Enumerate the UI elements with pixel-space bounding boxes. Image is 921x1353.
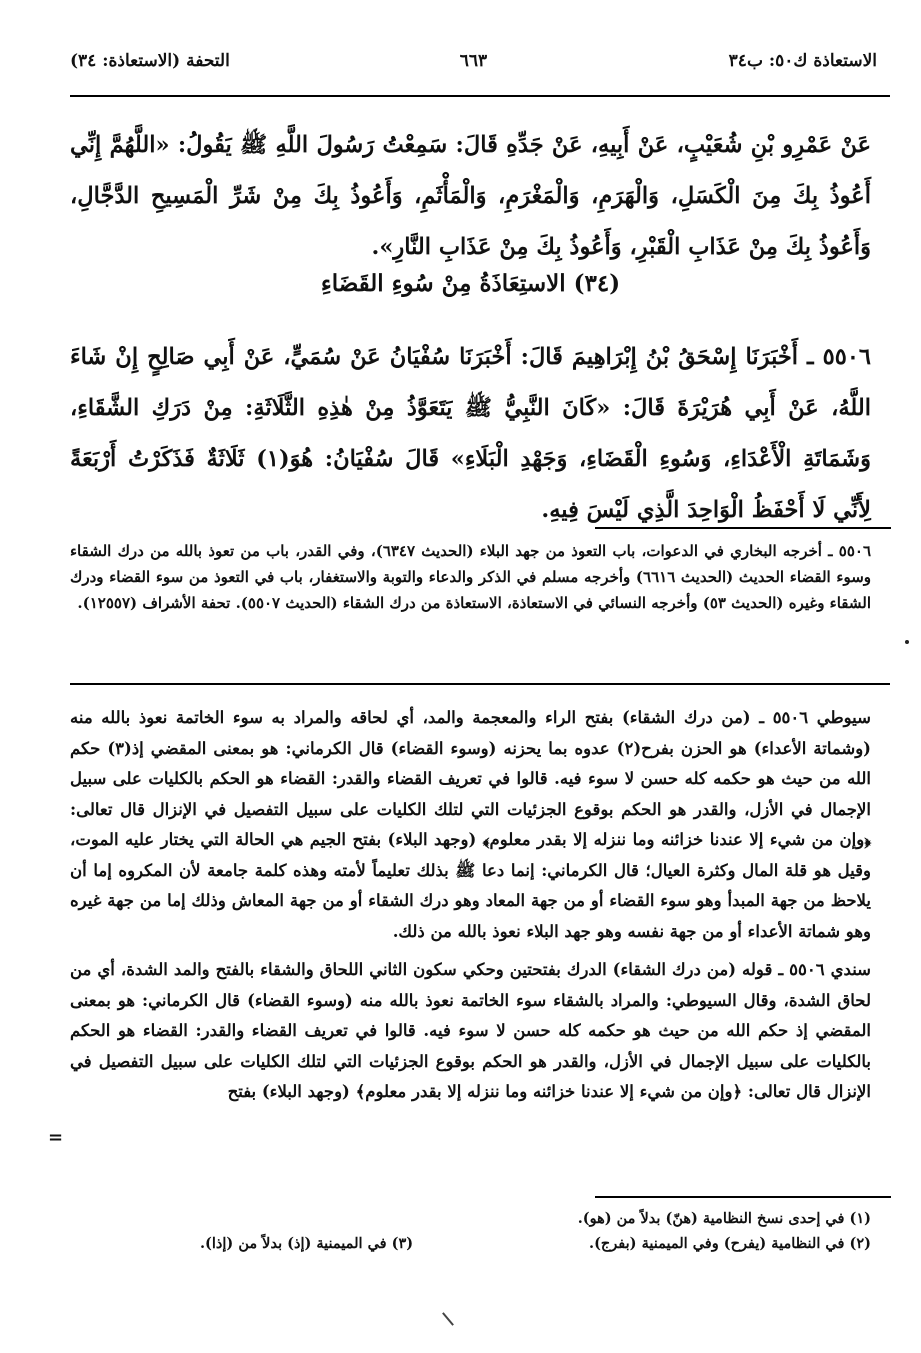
suyuti-commentary: سيوطي ٥٥٠٦ ـ (من درك الشقاء) بفتح الراء والمعجمة والمد، أي لحاقه والمراد به سوء الخاتمة نعوذ بالله منه (وشماتة الأعداء) هو الحزن بفرح(٢) عدوه بما يحزنه (وسوء القضاء) قال الكرماني: هو بمعنى المقضي إذ(٣) حكم الله من حيث هو حكمه كله حسن لا سوء فيه. قالوا في تعريف القضاء والقدر: القضاء هو الحكم بالكليات على سبيل الإجمال في الأزل، والقدر هو الحكم بوقوع الجزئيات التي لتلك الكليات على سبيل التفصيل في الإنزال قال تعالى: ﴿وإن من شيء إلا عندنا خزائنه وما ننزله إلا بقدر معلوم﴾ (وجهد البلاء) بفتح الجيم هي الحالة التي يختار عليه الموت، وقيل هو قلة المال وكثرة العيال؛ قال الكرماني: إنما دعا ﷺ بذلك تعليماً لأمته وهذه كلمة جامعة لأن المكروه إما أن يلاحظ من جهة المبدأ وهو سوء القضاء أو من جهة المعاد وهو درك الشقاء أو من جهة المعاش وذلك إما من جهة غيره وهو شماتة الأعداء أو من جهة نفسه وهو جهد البلاء نعوذ بالله من ذلك. [70,708,871,941]
margin-dot [905,640,909,644]
footnotes-divider [595,1196,891,1198]
hadith-5506 [70,332,871,536]
takhrij-text: ٥٥٠٦ ـ أخرجه البخاري في الدعوات، باب التعوذ من جهد البلاء (الحديث ٦٣٤٧)، وفي القدر، باب من تعوذ بالله من درك الشقاء وسوء القضاء الحديث (الحديث ٦٦١٦) وأخرجه مسلم في الذكر والدعاء والتوبة والاستغفار، باب في التعوذ من سوء القضاء ودرك الشقاء وغيره (الحديث ٥٣) وأخرجه النسائي في الاستعاذة، الاستعاذة من درك الشقاء (الحديث ٥٥٠٧). تحفة الأشراف (١٢٥٥٧). [70,542,872,612]
header-divider [70,95,890,97]
footnotes [70,1206,871,1256]
header-left: التحفة (الاستعاذة: ٣٤) [70,51,230,71]
running-header [70,46,877,76]
takhrij-divider [595,527,891,529]
footnote-2: (٢) في النظامية (يفرح) وفي الميمنية (بفرج). [589,1235,871,1252]
hadith-5506-text: ٥٥٠٦ ـ أَخْبَرَنَا إِسْحَقُ بْنُ إِبْرَاهِيمَ قَالَ: أَخْبَرَنَا سُفْيَانُ عَنْ سُمَيٍّ، عَنْ أَبِي صَالِحٍ إِنْ شَاءَ اللَّهُ، عَنْ أَبِي هُرَيْرَةَ قَالَ: «كَانَ النَّبِيُّ ﷺ يَتَعَوَّذُ مِنْ هٰذِهِ الثَّلَاثَةِ: مِنْ دَرَكِ الشَّقَاءِ، وَشَمَاتَةِ الْأَعْدَاءِ، وَسُوءِ الْقَضَاءِ، وَجَهْدِ الْبَلَاءِ» قَالَ سُفْيَانُ: هُوَ(١) ثَلَاثَةٌ فَذَكَرْتُ أَرْبَعَةً لِأَنِّي لَا أَحْفَظُ الْوَاحِدَ الَّذِي لَيْسَ فِيهِ. [70,344,871,523]
commentaries [70,703,871,1116]
previous-hadith-paragraph: عَنْ عَمْرِو بْنِ شُعَيْبٍ، عَنْ أَبِيهِ، عَنْ جَدِّهِ قَالَ: سَمِعْتُ رَسُولَ اللَّهِ ﷺ يَقُولُ: «اللَّهُمَّ إِنِّي أَعُوذُ بِكَ مِنَ الْكَسَلِ، وَالْهَرَمِ، وَالْمَغْرَمِ، وَالْمَأْثَمِ، وَأَعُوذُ بِكَ مِنْ شَرِّ الْمَسِيحِ الدَّجَّالِ، وَأَعُوذُ بِكَ مِنْ عَذَابِ الْقَبْرِ، وَأَعُوذُ بِكَ مِنْ عَذَابِ النَّارِ». [70,132,871,260]
footnote-3: (٣) في الميمنية (إذ) بدلاً من (إذا). [200,1235,414,1252]
sindi-commentary: سندي ٥٥٠٦ ـ قوله (من درك الشقاء) الدرك بفتحتين وحكي سكون الثاني اللحاق والشقاء بالفتح والمد الشدة، أي من لحاق الشدة، وقال السيوطي: والمراد بالشقاء سوء الخاتمة نعوذ بالله منه (وسوء القضاء) قال الكرماني: هو بمعنى المقضي إذ حكم الله من حيث هو حكمه كله حسن لا سوء فيه. قالوا في تعريف القضاء والقدر: القضاء هو الحكم بالكليات على سبيل الإجمال في الأزل، والقدر هو الحكم بوقوع الجزئيات التي لتلك الكليات على سبيل التفصيل في الإنزال قال تعالى: ﴿وإن من شيء إلا عندنا خزائنه وما ننزله إلا بقدر معلوم﴾ (وجهد البلاء) بفتح [70,960,871,1101]
page-number: ٦٦٣ [459,51,488,71]
chapter-title: (٣٤) الاستِعَاذَةُ مِنْ سُوءِ القَضَاءِ [320,270,621,297]
commentary-divider [70,683,890,685]
header-right: الاستعاذة ك٥٠: ب٣٤ [728,51,877,71]
stray-pen-mark [442,1312,454,1326]
continuation-mark: = [48,1127,64,1148]
footnote-row-2 [70,1231,871,1256]
takhrij-note [70,538,871,616]
previous-hadith-text [70,120,871,273]
footnote-row-1 [70,1206,871,1231]
footnote-1: (١) في إحدى نسخ النظامية (هنّ) بدلاً من (هو). [577,1210,871,1227]
